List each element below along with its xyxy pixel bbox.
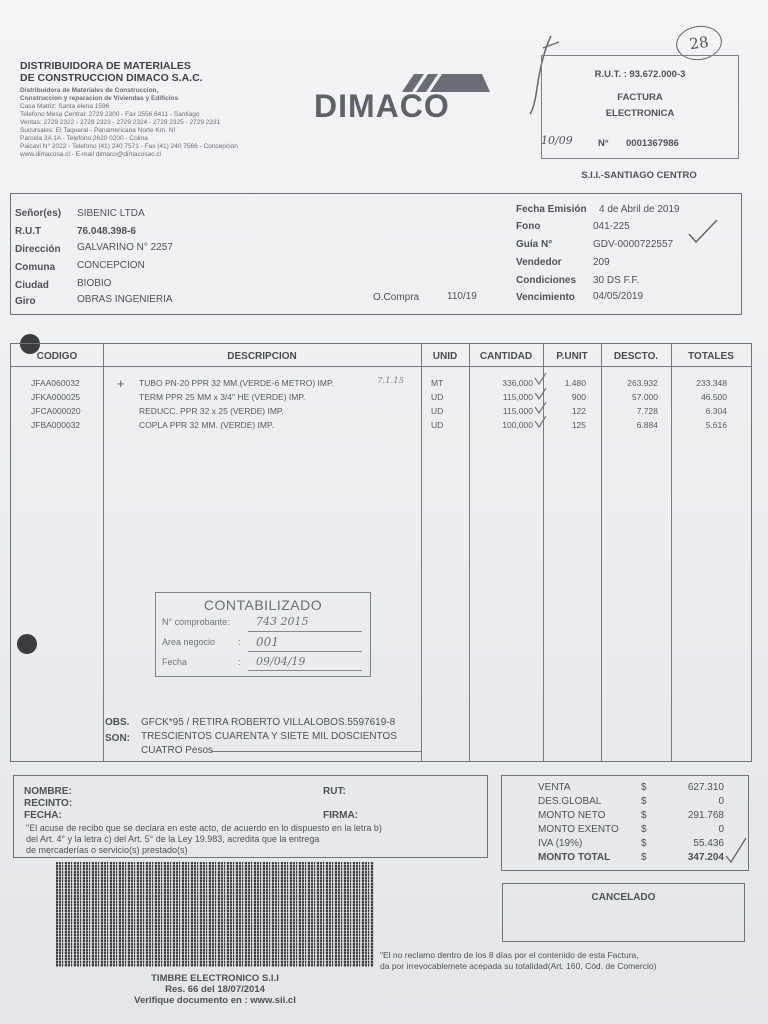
condiciones-label: Condiciones <box>516 275 577 286</box>
legal-line2: del Art. 4° y la letra c) del Art. 5° de la Ley 19.983, acredita que la entrega <box>26 834 320 844</box>
rut-label: R.U.T <box>15 226 42 237</box>
recinto-label: RECINTO: <box>24 798 73 809</box>
document-type-box <box>541 55 739 159</box>
row-cantidad: 115,000 <box>502 392 533 402</box>
row-total: 6.304 <box>705 406 727 416</box>
legal-line3: de mercaderías o servicio(s) prestado(s) <box>26 845 188 855</box>
company-desc-line1: Distribuidora de Materiales de Construccion, <box>20 87 159 94</box>
row-unid: UD <box>431 392 444 402</box>
contabilizado-stamp <box>155 592 371 677</box>
vendedor-value: 209 <box>593 257 610 268</box>
guia-label: Guía N° <box>516 239 553 250</box>
row-unid: UD <box>431 420 444 430</box>
company-header <box>20 60 310 159</box>
fono-value: 041-225 <box>593 221 630 232</box>
ocompra-value: 110/19 <box>447 291 477 302</box>
row-punit: 122 <box>571 406 586 416</box>
document-number: 0001367986 <box>626 138 679 149</box>
stamp-comprobante-label: N° comprobante: <box>162 617 230 627</box>
direccion-value: GALVARINO N° 2257 <box>77 242 173 253</box>
reclamo-line2: da por irrevocablemete acepada su totalidad(Art. 160, Cód. de Comercio) <box>380 961 657 971</box>
total-label-exento: MONTO EXENTO <box>538 824 619 835</box>
row-descto: 7.728 <box>636 406 658 416</box>
stamp-fecha-value: 09/04/19 <box>256 655 306 668</box>
guia-value: GDV-0000722557 <box>593 239 674 250</box>
total-value-venta: 627.310 <box>687 782 724 793</box>
total-value-total: 347.204 <box>687 852 724 863</box>
company-casa-matriz: Casa Matriz: Santa elena 1596 <box>20 103 110 110</box>
stamp-line <box>248 670 362 671</box>
giro-value: OBRAS INGENIERIA <box>77 294 173 305</box>
row-handwritten-note: 7.1.15 <box>377 376 405 386</box>
fono-label: Fono <box>516 221 541 232</box>
header-codigo: CODIGO <box>36 351 78 362</box>
row-descripcion: COPLA PPR 32 MM. (VERDE) IMP. <box>139 420 274 430</box>
fecha-reception-label: FECHA: <box>24 810 62 821</box>
plus-mark-icon: + <box>117 376 125 391</box>
fecha-value: 4 de Abril de 2019 <box>599 204 680 215</box>
row-codigo: JFKA000025 <box>31 392 81 402</box>
company-paicavi: Paicavi N° 2022 - Telefono (41) 240 7571 - Fax (41) 240 7566 - Concepcion <box>20 143 238 150</box>
senor-value: SIBENIC LTDA <box>77 208 145 219</box>
comuna-label: Comuna <box>15 262 55 273</box>
row-punit: 1.480 <box>564 378 586 388</box>
giro-label: Giro <box>15 296 36 307</box>
total-label-venta: VENTA <box>538 782 571 793</box>
total-value-iva: 55.436 <box>693 838 724 849</box>
son-fill-line <box>211 751 421 752</box>
company-name-line2: DE CONSTRUCCION DIMACO S.A.C. <box>20 72 203 84</box>
direccion-label: Dirección <box>15 244 61 255</box>
items-table <box>10 343 752 762</box>
condiciones-value: 30 DS F.F. <box>593 275 640 286</box>
vendedor-label: Vendedor <box>516 257 562 268</box>
header-cantidad: CANTIDAD <box>479 351 533 362</box>
row-cantidad: 115,000 <box>502 406 533 416</box>
handwritten-circled-number: 28 <box>674 23 724 63</box>
stamp-colon: : <box>238 657 241 667</box>
stamp-colon: : <box>238 637 241 647</box>
rut-reception-label: RUT: <box>323 786 346 797</box>
timbre-title: TIMBRE ELECTRONICO S.I.I <box>151 973 279 984</box>
total-currency: $ <box>641 838 647 849</box>
issuer-rut: R.U.T. : 93.672.000-3 <box>594 69 686 80</box>
obs-text: GFCK*95 / RETIRA ROBERTO VILLALOBOS.5597619-8 <box>141 717 396 728</box>
row-total: 46.500 <box>701 392 727 402</box>
total-value-neto: 291.768 <box>687 810 724 821</box>
timbre-barcode <box>56 862 374 967</box>
company-ventas: Ventas: 2729 2322 - 2729 2323 - 2729 2324 - 2729 2325 - 2729 2331 <box>20 119 221 126</box>
company-desc-line2: Construccion y reparacion de Viviendas y Edificios <box>20 95 179 102</box>
stamp-line <box>248 631 362 632</box>
row-descto: 57.000 <box>632 392 658 402</box>
row-descripcion: REDUCC. PPR 32 x 25 (VERDE) IMP. <box>139 406 284 416</box>
total-label-neto: MONTO NETO <box>538 810 606 821</box>
column-divider <box>671 344 672 761</box>
column-divider <box>421 344 422 761</box>
header-divider <box>11 366 751 367</box>
row-total: 5.616 <box>705 420 727 430</box>
total-currency: $ <box>641 824 647 835</box>
row-unid: UD <box>431 406 444 416</box>
column-divider <box>601 344 602 761</box>
cancelado-box <box>502 883 745 942</box>
column-divider <box>103 344 104 761</box>
header-descto: DESCTO. <box>613 351 659 362</box>
row-total: 233.348 <box>696 378 727 388</box>
logo-text: DIMACO <box>314 88 450 124</box>
header-unid: UNID <box>432 351 458 362</box>
stamp-line <box>248 651 362 652</box>
ocompra-label: O.Compra <box>373 292 420 303</box>
total-currency: $ <box>641 782 647 793</box>
header-totales: TOTALES <box>688 351 734 362</box>
stamp-area-label: Area negocio <box>162 637 216 647</box>
sii-office: S.I.I.-SANTIAGO CENTRO <box>581 170 697 181</box>
total-currency: $ <box>641 796 647 807</box>
company-web: www.dimacosa.cl - E-mail dimaco@dimacosac.cl <box>20 151 161 158</box>
company-parcela: Parcela 3A 1A - Telefono 2620 0200 - Colina <box>20 135 148 142</box>
header-punit: P.UNIT <box>556 351 588 362</box>
row-codigo: JFBA000032 <box>31 420 81 430</box>
company-sucursales: Sucursales: El Taqueral - Panamericana Norte Km. NI <box>20 127 176 134</box>
total-label-desglobal: DES.GLOBAL <box>538 796 602 807</box>
timbre-res: Res. 66 del 18/07/2014 <box>165 984 265 995</box>
dimaco-logo <box>312 70 522 124</box>
row-codigo: JFCA000020 <box>31 406 81 416</box>
document-type-line2: ELECTRONICA <box>605 108 675 119</box>
row-descripcion: TUBO PN-20 PPR 32 MM.(VERDE-6 METRO) IMP. <box>139 378 334 388</box>
row-descto: 263.932 <box>627 378 658 388</box>
column-divider <box>469 344 470 761</box>
totals-box <box>501 775 749 871</box>
header-descripcion: DESCRIPCION <box>227 351 297 362</box>
document-number-label: N° <box>598 138 609 149</box>
stamp-fecha-label: Fecha <box>162 657 188 667</box>
timbre-verifique: Verifique documento en : www.sii.cl <box>134 995 296 1006</box>
rut-value: 76.048.398-6 <box>77 226 136 237</box>
son-line2: CUATRO Pesos <box>141 745 214 756</box>
check-mark-icon <box>687 218 721 246</box>
vencimiento-value: 04/05/2019 <box>593 291 644 302</box>
document-type-line1: FACTURA <box>617 92 663 103</box>
stamp-title: CONTABILIZADO <box>203 597 323 613</box>
client-info-box <box>10 193 742 315</box>
reception-box <box>13 775 488 858</box>
fecha-label: Fecha Emisión <box>516 204 587 215</box>
row-cantidad: 336,000 <box>502 378 533 388</box>
senor-label: Señor(es) <box>15 208 62 219</box>
stamp-comprobante-value: 743 2015 <box>256 615 309 628</box>
obs-label: OBS. <box>105 717 130 728</box>
firma-label: FIRMA: <box>323 810 358 821</box>
stamp-area-value: 001 <box>256 635 279 649</box>
row-descto: 6.884 <box>636 420 658 430</box>
timbre-footer <box>56 973 374 1006</box>
total-value-exento: 0 <box>718 824 724 835</box>
nombre-label: NOMBRE: <box>24 786 72 797</box>
handwritten-date: 10/09 <box>541 134 573 147</box>
row-codigo: JFAA060032 <box>31 378 80 388</box>
legal-line1: "El acuse de recibo que se declara en este acto, de acuerdo en lo dispuesto en la letra b) <box>26 823 382 833</box>
total-currency: $ <box>641 852 647 863</box>
son-line1: TRESCIENTOS CUARENTA Y SIETE MIL DOSCIENTOS <box>141 731 397 742</box>
ciudad-value: BIOBIO <box>77 278 112 289</box>
total-value-desglobal: 0 <box>718 796 724 807</box>
total-label-total: MONTO TOTAL <box>538 852 611 863</box>
row-descripcion: TERM PPR 25 MM x 3/4" HE (VERDE) IMP. <box>139 392 306 402</box>
reclamo-line1: "El no reclamo dentro de los 8 días por el contenido de esta Factura, <box>380 950 639 960</box>
row-punit: 125 <box>571 420 586 430</box>
comuna-value: CONCEPCION <box>77 260 145 271</box>
company-name-line1: DISTRIBUIDORA DE MATERIALES <box>20 60 191 72</box>
vencimiento-label: Vencimiento <box>516 292 575 303</box>
quantity-check-marks-icon <box>533 372 549 436</box>
row-punit: 900 <box>571 392 586 402</box>
total-label-iva: IVA (19%) <box>538 838 583 849</box>
check-mark-icon <box>724 836 748 864</box>
row-cantidad: 100,000 <box>502 420 533 430</box>
total-currency: $ <box>641 810 647 821</box>
cancelado-label: CANCELADO <box>591 892 656 903</box>
ciudad-label: Ciudad <box>15 280 49 291</box>
row-unid: MT <box>431 378 444 388</box>
son-label: SON: <box>105 733 130 744</box>
company-telefono: Telefono Mesa Central: 2729 2300 - Fax 2556 6411 - Santiago <box>20 111 200 118</box>
